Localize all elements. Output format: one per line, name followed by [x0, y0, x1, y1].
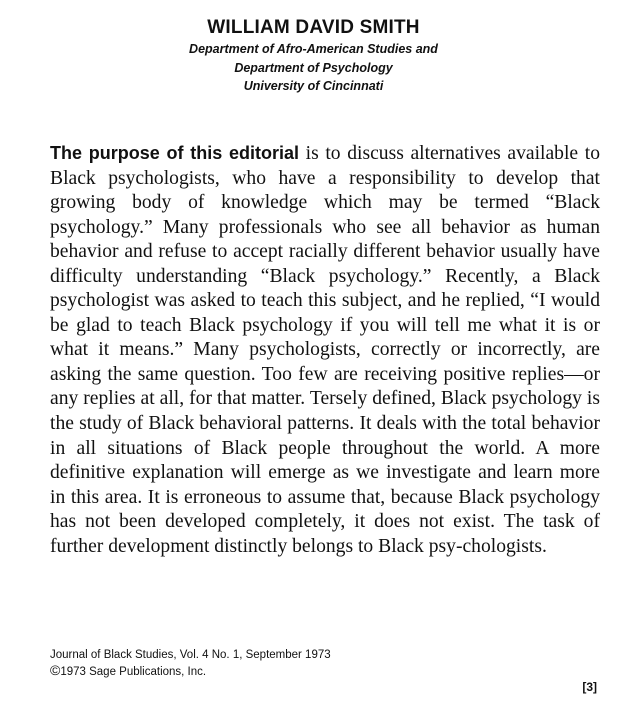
affiliation-line-2: Department of Psychology: [234, 60, 393, 75]
copyright-symbol: ©: [50, 662, 61, 678]
paragraph-body: is to discuss alternatives available to Black psychologists, who have a responsibility to develop that growing body of knowledge which may be termed “Black psychology.” Many professionals who see all behavior as human behavior and refuse to accept racially different behavior usually have difficulty understanding “Black psychology.” Recently, a Black psychologist was asked to teach this subject, and he replied, “I would be glad to teach Black psychology if you will tell me what it is or what it means.” Many psychologists, correctly or incorrectly, are asking the same question. Too few are receiving positive replies—or any replies at all, for that matter. Tersely defined, Black psychology is the study of Black behavioral patterns. It deals with the total behavior in all situations of Black people throughout the world. A more definitive explanation will emerge as we investigate and learn more in this area. It is erroneous to assume that, because Black psychology has not been developed completely, it does not exist. The task of further development distinctly belongs to Black psy-chologists.: [50, 143, 600, 557]
affiliation-line-1: Department of Afro-American Studies and: [189, 42, 438, 56]
article-paragraph: [50, 141, 600, 559]
journal-footer: [50, 648, 331, 680]
copyright-notice: [50, 663, 331, 680]
article-header: [0, 16, 627, 96]
page-number: [3]: [582, 680, 597, 694]
author-name: WILLIAM DAVID SMITH: [207, 17, 420, 38]
journal-citation: Journal of Black Studies, Vol. 4 No. 1, September 1973: [50, 649, 331, 661]
lead-in: The purpose of this editorial: [50, 143, 299, 163]
affiliation-line-3: University of Cincinnati: [243, 79, 384, 93]
copyright-text: 1973 Sage Publications, Inc.: [60, 666, 207, 678]
